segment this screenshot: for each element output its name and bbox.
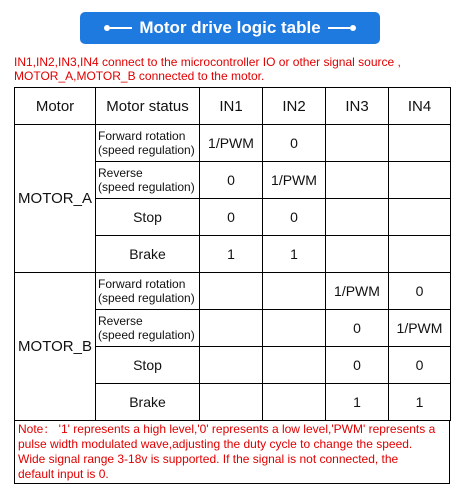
status-cell: [96, 310, 200, 347]
in4-cell: 0: [389, 347, 451, 384]
in1-cell: 1/PWM: [200, 125, 263, 162]
in2-cell: [263, 273, 326, 310]
in2-cell: [263, 310, 326, 347]
intro-line-1: IN1,IN2,IN3,IN4 connect to the microcontroller IO or other signal source ,: [14, 55, 401, 69]
in2-cell: 0: [263, 199, 326, 236]
header-in1: IN1: [200, 88, 263, 125]
in1-cell: 0: [200, 162, 263, 199]
in4-cell: 0: [389, 273, 451, 310]
logic-table: [14, 87, 451, 421]
right-line-dot-icon: [328, 25, 356, 31]
in4-cell: [389, 162, 451, 199]
left-dot-line-icon: [104, 25, 132, 31]
status-line: Forward rotation: [98, 129, 186, 143]
status-line: Forward rotation: [98, 277, 186, 291]
note-text: [14, 420, 450, 484]
in3-cell: [326, 162, 389, 199]
motor-a-cell: MOTOR_A: [15, 125, 96, 273]
status-line: Reverse: [98, 314, 143, 328]
status-line: Reverse: [98, 166, 143, 180]
in2-cell: [263, 347, 326, 384]
header-in3: IN3: [326, 88, 389, 125]
in2-cell: 1/PWM: [263, 162, 326, 199]
header-in2: IN2: [263, 88, 326, 125]
in1-cell: 1: [200, 236, 263, 273]
note-line-2: pulse width modulated wave,adjusting the duty cycle to change the speed.: [18, 437, 413, 451]
in4-cell: 1/PWM: [389, 310, 451, 347]
in1-cell: [200, 347, 263, 384]
in1-cell: [200, 310, 263, 347]
status-cell: Brake: [96, 236, 200, 273]
status-cell: Stop: [96, 199, 200, 236]
in4-cell: [389, 125, 451, 162]
page-title: Motor drive logic table: [139, 18, 321, 37]
motor-b-cell: MOTOR_B: [15, 273, 96, 421]
in3-cell: 1: [326, 384, 389, 421]
status-cell: [96, 162, 200, 199]
in4-cell: 1: [389, 384, 451, 421]
intro-line-2: MOTOR_A,MOTOR_B connected to the motor.: [14, 69, 265, 83]
status-cell: [96, 125, 200, 162]
in2-cell: 0: [263, 125, 326, 162]
header-motor-status: Motor status: [96, 88, 200, 125]
table-row: [15, 125, 451, 162]
note-line-3: Wide signal range 3-18v is supported. If the signal is not connected, the: [18, 452, 399, 466]
status-cell: Brake: [96, 384, 200, 421]
in1-cell: 0: [200, 199, 263, 236]
in3-cell: 1/PWM: [326, 273, 389, 310]
in3-cell: [326, 199, 389, 236]
intro-text: [14, 55, 454, 83]
status-cell: Stop: [96, 347, 200, 384]
in2-cell: [263, 384, 326, 421]
in1-cell: [200, 384, 263, 421]
header-row: [15, 88, 451, 125]
in1-cell: [200, 273, 263, 310]
status-line: (speed regulation): [98, 291, 195, 305]
in2-cell: 1: [263, 236, 326, 273]
in3-cell: 0: [326, 310, 389, 347]
header-in4: IN4: [389, 88, 451, 125]
status-line: (speed regulation): [98, 328, 195, 342]
in3-cell: 0: [326, 347, 389, 384]
note-line-1: Note： '1' represents a high level,'0' represents a low level,'PWM' represents a: [18, 422, 436, 436]
note-line-4: default input is 0.: [18, 467, 109, 481]
status-cell: [96, 273, 200, 310]
header-motor: Motor: [15, 88, 96, 125]
in3-cell: [326, 236, 389, 273]
table-row: [15, 273, 451, 310]
in3-cell: [326, 125, 389, 162]
in4-cell: [389, 199, 451, 236]
status-line: (speed regulation): [98, 143, 195, 157]
status-line: (speed regulation): [98, 180, 195, 194]
in4-cell: [389, 236, 451, 273]
title-banner: [80, 12, 380, 44]
